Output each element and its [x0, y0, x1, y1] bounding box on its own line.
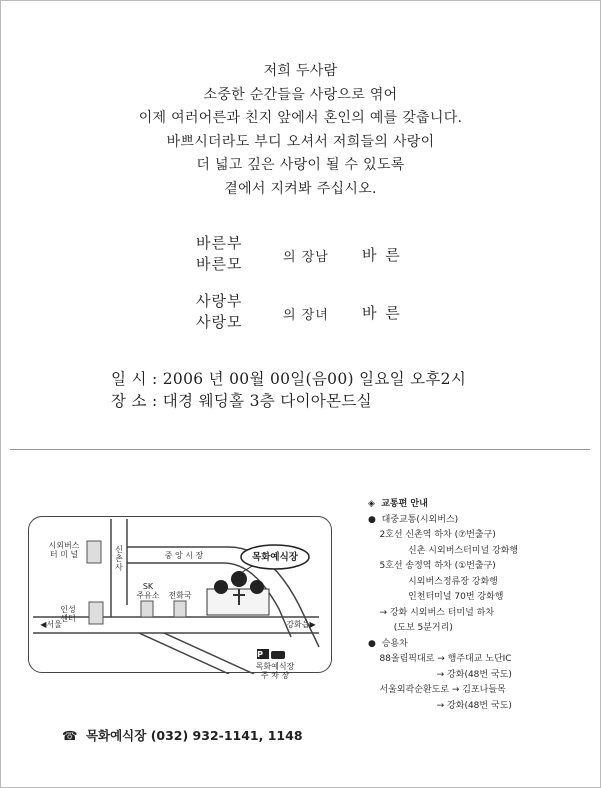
- bride-parents: [196, 291, 242, 333]
- bus-terminal-building: [87, 541, 101, 563]
- telephone-icon: ☎: [62, 728, 78, 743]
- venue-name: 목화예식장: [85, 728, 147, 743]
- bride-father: 사랑부: [196, 292, 243, 310]
- bus-terminal-label: 시외버스 터 미 널: [48, 541, 80, 559]
- sinchon-label: 신 촌 사: [115, 545, 123, 572]
- groom-parents: [196, 233, 242, 275]
- contact-line: [62, 726, 303, 744]
- transport-line: (도보 5분거리): [368, 623, 453, 633]
- insung-center-label: 인성 센터: [60, 605, 76, 623]
- insung-building: [89, 602, 103, 624]
- bride-relation: 의 장녀: [283, 308, 329, 323]
- diagonal-road: [139, 633, 254, 674]
- phone-office-label: 전화국: [168, 591, 192, 600]
- groom-name: 바 른: [362, 246, 402, 264]
- groom-father: 바른부: [196, 234, 243, 252]
- transport-line: ● 대중교통(시외버스): [368, 514, 459, 525]
- parking-label: 목화예식장 주 차 장: [255, 662, 295, 680]
- bride-mother: 사랑모: [196, 313, 243, 331]
- transport-line: 시외버스정류장 강화행: [368, 576, 498, 587]
- invite-line: 더 넓고 깊은 사랑이 될 수 있도록: [196, 157, 405, 173]
- parking-letter: P: [257, 650, 263, 659]
- venue-castle-icon: [207, 571, 269, 615]
- sk-building: [141, 601, 153, 617]
- transport-line: 5호선 송정역 하차 (①번출구): [368, 561, 496, 571]
- invite-line: 곁에서 지켜봐 주십시오.: [224, 180, 377, 197]
- transport-title: ◈ 교통편 안내: [368, 499, 428, 509]
- location-map: [28, 516, 332, 680]
- invite-line: 저희 두사람: [263, 63, 338, 79]
- jungang-road-label: 중 앙 시 장: [164, 551, 204, 560]
- invite-line: 바쁘시더라도 부디 오셔서 저희들의 사랑이: [166, 133, 435, 150]
- venue-label: 목화예식장: [252, 552, 298, 563]
- transport-line: ● 승용차: [368, 638, 408, 649]
- transport-line: 88올림픽대로 → 행주대교 노단IC: [368, 654, 512, 664]
- transport-line: 인천터미널 70번 강화행: [368, 592, 504, 602]
- groom-mother: 바른모: [196, 255, 243, 273]
- section-divider: [10, 449, 590, 450]
- car-icon: [271, 651, 285, 659]
- groom-relation: 의 장남: [283, 250, 329, 265]
- bride-name: 바 른: [362, 304, 402, 322]
- transport-line: 신촌 시외버스터미널 강화행: [368, 545, 519, 556]
- transport-line: → 강화 시외버스 터미널 하차: [368, 607, 495, 618]
- venue-phone: (032) 932-1141, 1148: [150, 728, 303, 743]
- date-label: 일 시 :: [111, 370, 158, 388]
- transport-line: 2호선 신촌역 하차 (⑦번출구): [368, 530, 496, 540]
- seoul-direction-label: ◀서울: [40, 620, 62, 629]
- phone-office-building: [174, 601, 186, 617]
- date-value: 2006 년 00월 00일(음00) 일요일 오후2시: [162, 370, 467, 388]
- place-label: 장 소 :: [111, 392, 158, 410]
- place-value: 대경 웨딩홀 3층 다이아몬드실: [162, 392, 372, 410]
- transport-line: 서울외곽순환도로 → 김포나들목: [368, 685, 506, 695]
- transport-line: → 강화(48번 국도): [368, 669, 512, 680]
- ganghwa-direction-label: 강화읍▶: [286, 620, 316, 629]
- sk-label: SK 주유소: [136, 582, 160, 600]
- transport-line: → 강화(48번 국도): [368, 700, 512, 711]
- invite-line: 소중한 순간들을 사랑으로 엮어: [203, 86, 398, 103]
- invitation-message: [0, 60, 601, 201]
- invite-line: 이제 여러어른과 친지 앞에서 혼인의 예를 갖춥니다.: [138, 110, 463, 126]
- transport-guide: [368, 497, 596, 714]
- event-place: [111, 389, 372, 411]
- event-date: [111, 367, 466, 389]
